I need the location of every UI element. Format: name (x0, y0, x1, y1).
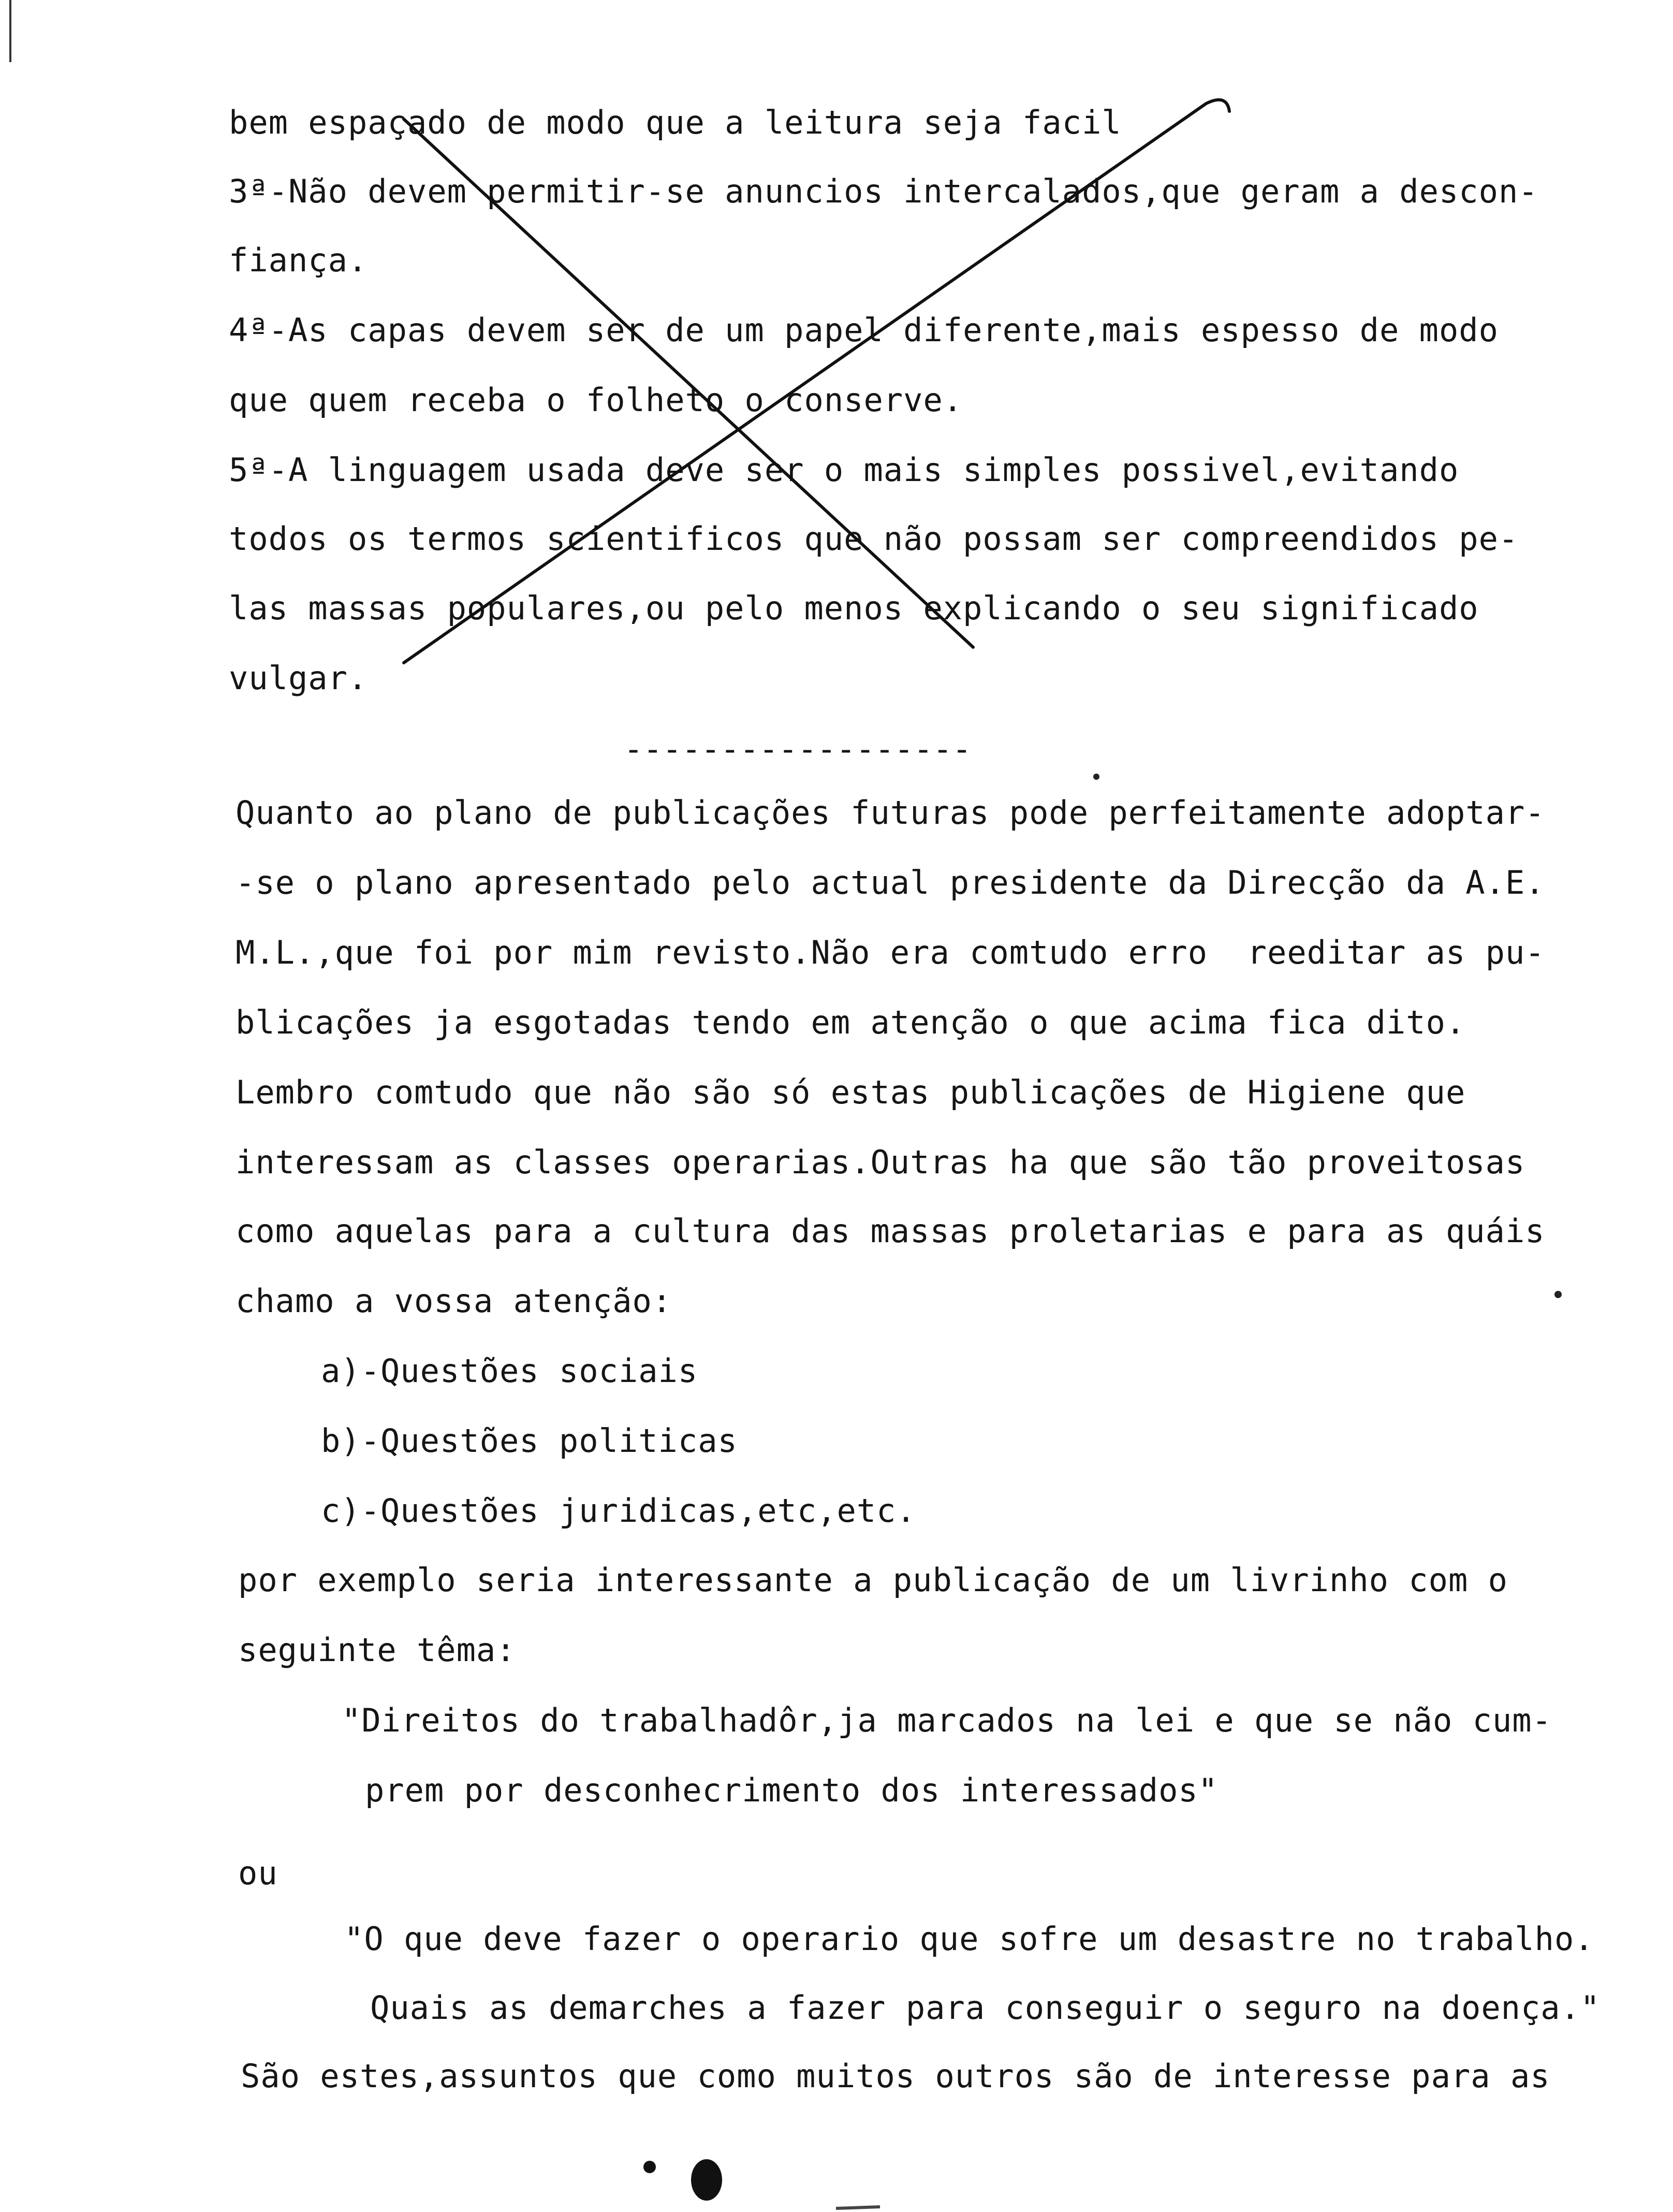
text-line: interessam as classes operarias.Outras ha que são tão proveitosas (236, 1143, 1525, 1181)
text-line: 3ª-Não devem permitir-se anuncios intercalados,que geram a descon- (229, 172, 1538, 210)
list-item: c)-Questões juridicas,etc,etc. (321, 1492, 916, 1530)
text-line: por exemplo seria interessante a publicação de um livrinho com o (238, 1561, 1508, 1599)
text-line: que quem receba o folheto o conserve. (229, 381, 963, 419)
text-line: seguinte têma: (238, 1631, 516, 1669)
ink-dot (643, 2161, 656, 2173)
quoted-line: prem por desconhecrimento dos interessados" (365, 1771, 1219, 1809)
ink-dot (1093, 774, 1099, 780)
ink-dot (1554, 1291, 1562, 1298)
section-divider: ------------------ (624, 730, 972, 768)
text-line: fiança. (229, 241, 368, 279)
quoted-line: "Direitos do trabalhadôr,ja marcados na lei e que se não cum- (342, 1701, 1552, 1739)
quoted-line: "O que deve fazer o operario que sofre um desastre no trabalho. (344, 1920, 1594, 1958)
list-item: a)-Questões sociais (321, 1352, 698, 1390)
list-item: b)-Questões politicas (321, 1422, 738, 1460)
cross-stroke-1 (404, 119, 973, 647)
text-line: vulgar. (229, 659, 368, 697)
text-line: chamo a vossa atenção: (236, 1282, 672, 1320)
text-line: bem espaçado de modo que a leitura seja facil (229, 104, 1122, 141)
cross-stroke-2 (404, 100, 1229, 663)
text-line: todos os termos scientificos que não possam ser compreendidos pe- (229, 520, 1519, 558)
text-line: blicações ja esgotadas tendo em atenção o que acima fica dito. (236, 1003, 1466, 1041)
text-line: las massas populares,ou pelo menos explicando o seu significado (229, 589, 1479, 627)
text-line: 4ª-As capas devem ser de um papel diferente,mais espesso de modo (229, 311, 1499, 349)
text-line: Lembro comtudo que não são só estas publicações de Higiene que (236, 1073, 1466, 1111)
text-line: Quanto ao plano de publicações futuras pode perfeitamente adoptar- (236, 794, 1545, 832)
text-line: ou (238, 1854, 278, 1892)
page-edge-mark (836, 2207, 880, 2208)
text-line: como aquelas para a cultura das massas proletarias e para as quáis (236, 1212, 1545, 1250)
quoted-line: Quais as demarches a fazer para conseguir o seguro na doença." (370, 1989, 1601, 2027)
text-line: São estes,assuntos que como muitos outros são de interesse para as (241, 2057, 1550, 2095)
text-line: 5ª-A linguagem usada deve ser o mais simples possivel,evitando (229, 451, 1459, 489)
text-line: -se o plano apresentado pelo actual presidente da Direcção da A.E. (236, 864, 1545, 901)
ink-blot (691, 2159, 722, 2201)
text-line: M.L.,que foi por mim revisto.Não era comtudo erro reeditar as pu- (236, 934, 1545, 971)
